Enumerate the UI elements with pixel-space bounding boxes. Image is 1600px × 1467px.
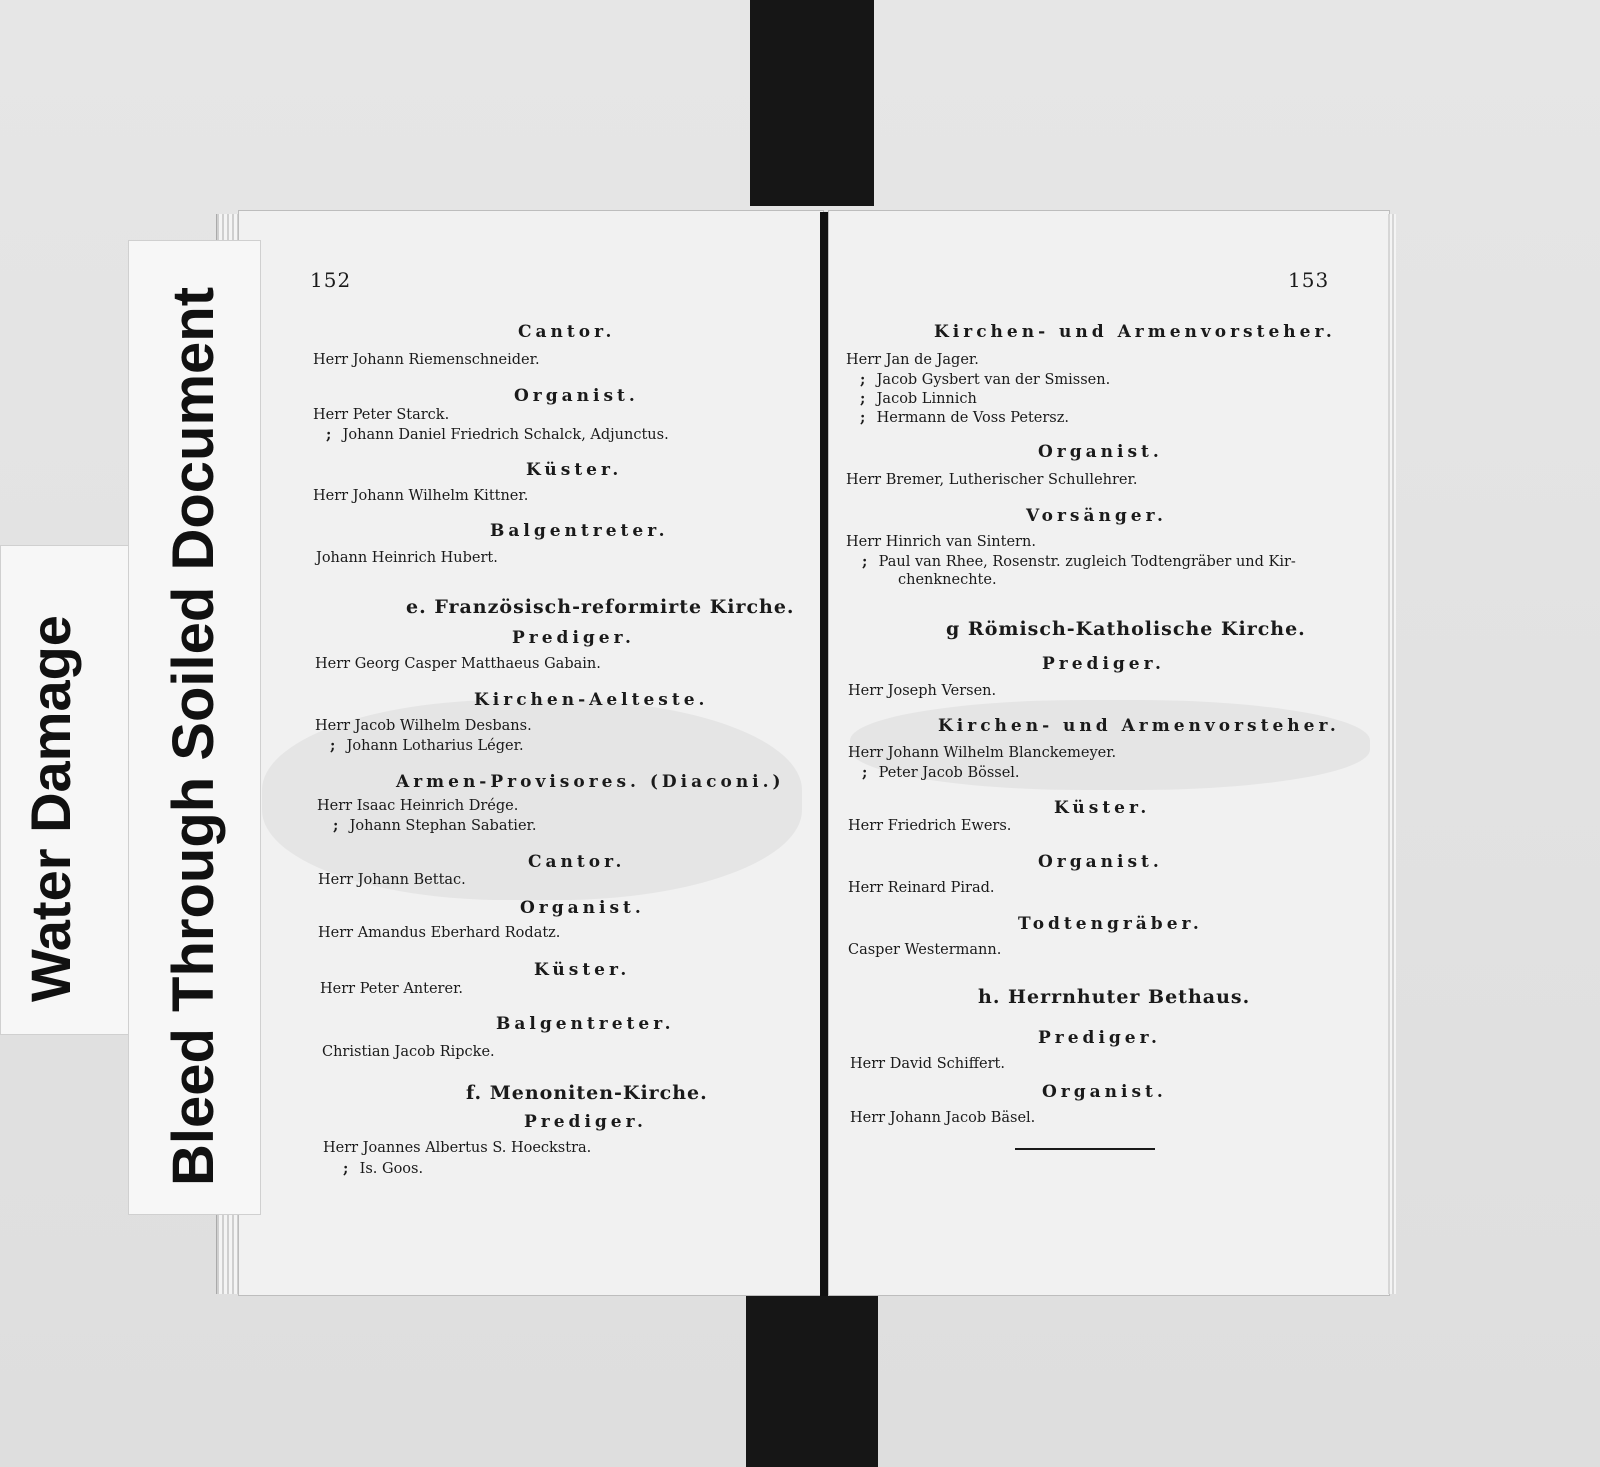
ditto-mark: ;: [326, 426, 332, 443]
entry-line: [343, 1160, 423, 1177]
entry-line: [860, 371, 1110, 388]
heading-kuester: Küster.: [534, 960, 631, 980]
entry-text: Johann Lotharius Léger.: [346, 738, 524, 754]
page-edge-right: [1388, 214, 1396, 1294]
entry-line: Herr Isaac Heinrich Drége.: [317, 798, 519, 814]
entry-text: Jacob Gysbert van der Smissen.: [876, 372, 1111, 388]
heading-vorsaenger: Vorsänger.: [1026, 506, 1167, 526]
ditto-mark: ;: [333, 817, 339, 834]
entry-text: Is. Goos.: [359, 1161, 424, 1177]
entry-line: Herr Friedrich Ewers.: [848, 818, 1012, 834]
ditto-mark: ;: [860, 409, 866, 426]
entry-line: Herr Jan de Jager.: [846, 352, 979, 368]
binding-strap-top: [750, 0, 874, 206]
entry-line: [333, 817, 536, 834]
bleed-through-label: Bleed Through Soiled Document: [161, 286, 226, 1186]
section-title-h: h. Herrnhuter Bethaus.: [978, 986, 1251, 1008]
entry-line: Herr Joseph Versen.: [848, 683, 997, 699]
heading-organist: Organist.: [1038, 852, 1163, 872]
ditto-mark: ;: [860, 390, 866, 407]
heading-balgentreter: Balgentreter.: [490, 521, 669, 541]
heading-prediger: Prediger.: [1038, 1028, 1161, 1048]
heading-todtengraeber: Todtengräber.: [1018, 914, 1203, 934]
entry-line: Herr Joannes Albertus S. Hoeckstra.: [323, 1140, 592, 1156]
heading-cantor: Cantor.: [528, 852, 626, 872]
section-title-f: f. Menoniten-Kirche.: [466, 1082, 708, 1104]
ditto-mark: ;: [330, 737, 336, 754]
entry-line: Herr Amandus Eberhard Rodatz.: [318, 925, 561, 941]
entry-text: Johann Stephan Sabatier.: [349, 818, 537, 834]
entry-line: Herr Johann Riemenschneider.: [313, 352, 540, 368]
heading-prediger: Prediger.: [512, 628, 635, 648]
ditto-mark: ;: [862, 764, 868, 781]
entry-text: Johann Daniel Friedrich Schalck, Adjunctus.: [342, 427, 669, 443]
entry-line: Herr Georg Casper Matthaeus Gabain.: [315, 656, 601, 672]
entry-line: Herr Johann Wilhelm Kittner.: [313, 488, 529, 504]
entry-line: Herr Johann Jacob Bäsel.: [850, 1110, 1036, 1126]
page-number-right: 153: [1288, 268, 1330, 292]
heading-organist: Organist.: [520, 898, 645, 918]
end-rule: [1015, 1148, 1155, 1150]
entry-text: Jacob Linnich: [876, 391, 977, 407]
heading-cantor: Cantor.: [518, 322, 616, 342]
heading-kuester: Küster.: [526, 460, 623, 480]
entry-line: [862, 553, 1296, 570]
heading-organist: Organist.: [1042, 1082, 1167, 1102]
entry-line: Herr Johann Wilhelm Blanckemeyer.: [848, 745, 1117, 761]
entry-line: Herr Jacob Wilhelm Desbans.: [315, 718, 532, 734]
heading-armen-provisores: Armen-Provisores. (Diaconi.): [396, 772, 785, 792]
heading-kirchen-armenvorsteher: Kirchen- und Armenvorsteher.: [934, 322, 1336, 342]
entry-text: Hermann de Voss Petersz.: [876, 410, 1069, 426]
entry-line: [326, 426, 669, 443]
entry-line: [862, 764, 1020, 781]
entry-line: [860, 390, 977, 407]
entry-line: Herr Peter Anterer.: [320, 981, 464, 997]
entry-line: Herr Peter Starck.: [313, 407, 450, 423]
heading-prediger: Prediger.: [524, 1112, 647, 1132]
page-number-left: 152: [310, 268, 352, 292]
entry-line: chenknechte.: [898, 572, 997, 588]
entry-text: Peter Jacob Bössel.: [878, 765, 1020, 781]
ditto-mark: ;: [343, 1160, 349, 1177]
entry-line: Christian Jacob Ripcke.: [322, 1044, 495, 1060]
heading-kuester: Küster.: [1054, 798, 1151, 818]
heading-organist: Organist.: [514, 386, 639, 406]
heading-kirchen-armenvorsteher: Kirchen- und Armenvorsteher.: [938, 716, 1340, 736]
heading-balgentreter: Balgentreter.: [496, 1014, 675, 1034]
entry-line: Johann Heinrich Hubert.: [316, 550, 498, 566]
entry-line: Herr Bremer, Lutherischer Schullehrer.: [846, 472, 1138, 488]
ditto-mark: ;: [860, 371, 866, 388]
heading-organist: Organist.: [1038, 442, 1163, 462]
book-spine: [820, 212, 828, 1296]
section-title-e: e. Französisch-reformirte Kirche.: [406, 596, 795, 618]
entry-line: Herr Reinard Pirad.: [848, 880, 995, 896]
entry-line: Herr Johann Bettac.: [318, 872, 466, 888]
entry-line: Herr David Schiffert.: [850, 1056, 1005, 1072]
heading-prediger: Prediger.: [1042, 654, 1165, 674]
binding-strap-bottom: [746, 1296, 878, 1467]
entry-line: Herr Hinrich van Sintern.: [846, 534, 1036, 550]
heading-kirchen-aelteste: Kirchen-Aelteste.: [474, 690, 709, 710]
entry-line: Casper Westermann.: [848, 942, 1002, 958]
ditto-mark: ;: [862, 553, 868, 570]
section-title-g: g Römisch-Katholische Kirche.: [946, 618, 1306, 640]
entry-text: Paul van Rhee, Rosenstr. zugleich Todtengräber und Kir-: [878, 554, 1296, 570]
entry-line: [330, 737, 524, 754]
entry-line: [860, 409, 1069, 426]
water-damage-label: Water Damage: [19, 615, 82, 1002]
